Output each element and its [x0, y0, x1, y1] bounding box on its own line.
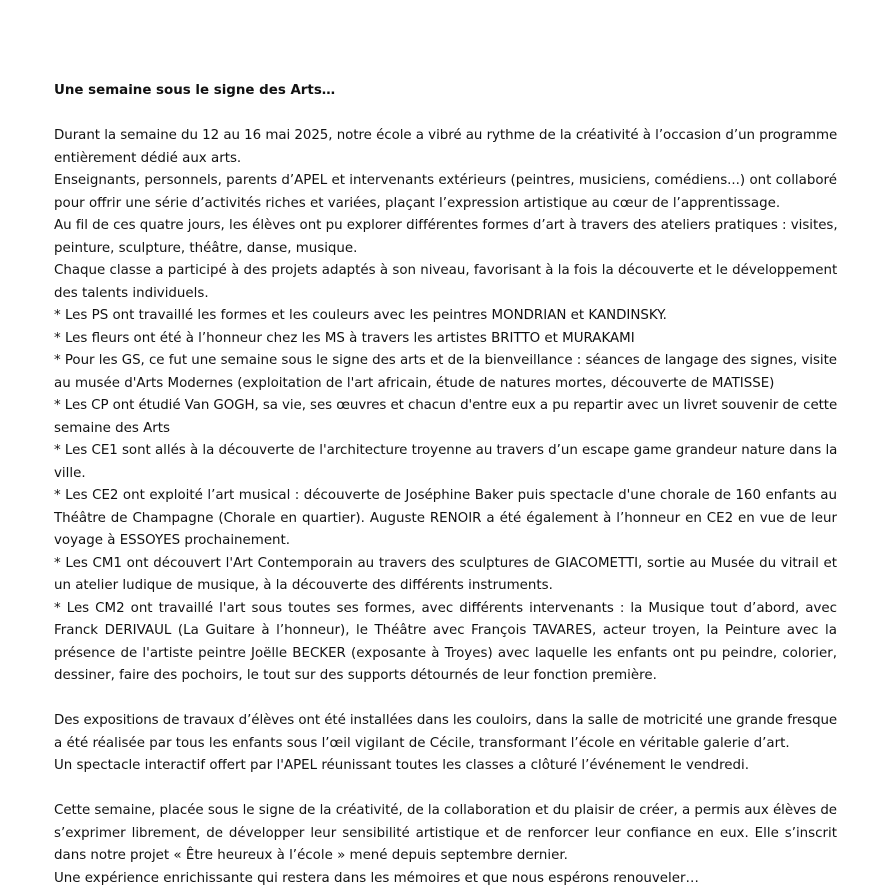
- text-line: * Les CE2 ont exploité l’art musical : découverte de Joséphine Baker puis spectacle d'une chorale de 160 enfants au: [54, 485, 837, 508]
- document-title: Une semaine sous le signe des Arts…: [54, 80, 837, 103]
- text-line: * Les CE1 sont allés à la découverte de l'architecture troyenne au travers d’un escape game grandeur nature dans la: [54, 440, 837, 463]
- paragraph-conclusion: [54, 800, 837, 890]
- text-line: peinture, sculpture, théâtre, danse, musique.: [54, 238, 837, 261]
- paragraph-spacer: [54, 688, 837, 711]
- text-line: dessiner, faire des pochoirs, le tout sur des supports détournés de leur fonction première.: [54, 665, 837, 688]
- text-line: pour offrir une série d’activités riches et variées, plaçant l’expression artistique au cœur de l’apprentissage.: [54, 193, 837, 216]
- text-line: semaine des Arts: [54, 418, 837, 441]
- text-line: Des expositions de travaux d’élèves ont été installées dans les couloirs, dans la salle de motricité une grande fresque: [54, 710, 837, 733]
- text-line: des talents individuels.: [54, 283, 837, 306]
- text-line: voyage à ESSOYES prochainement.: [54, 530, 837, 553]
- text-line: * Les CM2 ont travaillé l'art sous toutes ses formes, avec différents intervenants : la Musique tout d’abord, avec: [54, 598, 837, 621]
- text-line: * Les fleurs ont été à l’honneur chez les MS à travers les artistes BRITTO et MURAKAMI: [54, 328, 837, 351]
- text-line: Chaque classe a participé à des projets adaptés à son niveau, favorisant à la fois la découverte et le développement: [54, 260, 837, 283]
- text-line: Au fil de ces quatre jours, les élèves ont pu explorer différentes formes d’art à travers des ateliers pratiques : visites,: [54, 215, 837, 238]
- text-line: a été réalisée par tous les enfants sous l’œil vigilant de Cécile, transformant l’école en véritable galerie d’art.: [54, 733, 837, 756]
- text-line: entièrement dédié aux arts.: [54, 148, 837, 171]
- text-line: Théâtre de Champagne (Chorale en quartier). Auguste RENOIR a été également à l’honneur en CE2 en vue de leur: [54, 508, 837, 531]
- paragraph-expositions: [54, 710, 837, 778]
- text-line: Enseignants, personnels, parents d’APEL et intervenants extérieurs (peintres, musiciens, comédiens...) ont collaboré: [54, 170, 837, 193]
- text-line: Franck DERIVAUL (La Guitare à l’honneur), le Théâtre avec François TAVARES, acteur troyen, la Peinture avec la: [54, 620, 837, 643]
- text-line: présence de l'artiste peintre Joëlle BECKER (exposante à Troyes) avec laquelle les enfants ont pu peindre, colorier,: [54, 643, 837, 666]
- text-line: au musée d'Arts Modernes (exploitation de l'art africain, étude de natures mortes, découverte de MATISSE): [54, 373, 837, 396]
- paragraph-programme: [54, 125, 837, 688]
- paragraph-spacer: [54, 778, 837, 801]
- text-line: Une expérience enrichissante qui restera dans les mémoires et que nous espérons renouveler…: [54, 868, 837, 890]
- text-line: Durant la semaine du 12 au 16 mai 2025, notre école a vibré au rythme de la créativité à l’occasion d’un programme: [54, 125, 837, 148]
- text-line: Un spectacle interactif offert par l'APEL réunissant toutes les classes a clôturé l’événement le vendredi.: [54, 755, 837, 778]
- document-body: [54, 80, 837, 890]
- text-line: * Les PS ont travaillé les formes et les couleurs avec les peintres MONDRIAN et KANDINSKY.: [54, 305, 837, 328]
- text-line: * Les CP ont étudié Van GOGH, sa vie, ses œuvres et chacun d'entre eux a pu repartir avec un livret souvenir de cette: [54, 395, 837, 418]
- text-line: * Pour les GS, ce fut une semaine sous le signe des arts et de la bienveillance : séances de langage des signes, visite: [54, 350, 837, 373]
- text-line: * Les CM1 ont découvert l'Art Contemporain au travers des sculptures de GIACOMETTI, sortie au Musée du vitrail et: [54, 553, 837, 576]
- text-line: Cette semaine, placée sous le signe de la créativité, de la collaboration et du plaisir de créer, a permis aux élèves de: [54, 800, 837, 823]
- text-line: dans notre projet « Être heureux à l’école » mené depuis septembre dernier.: [54, 845, 837, 868]
- text-line: ville.: [54, 463, 837, 486]
- text-line: s’exprimer librement, de développer leur sensibilité artistique et de renforcer leur confiance en eux. Elle s’inscrit: [54, 823, 837, 846]
- text-line: un atelier ludique de musique, à la découverte des différents instruments.: [54, 575, 837, 598]
